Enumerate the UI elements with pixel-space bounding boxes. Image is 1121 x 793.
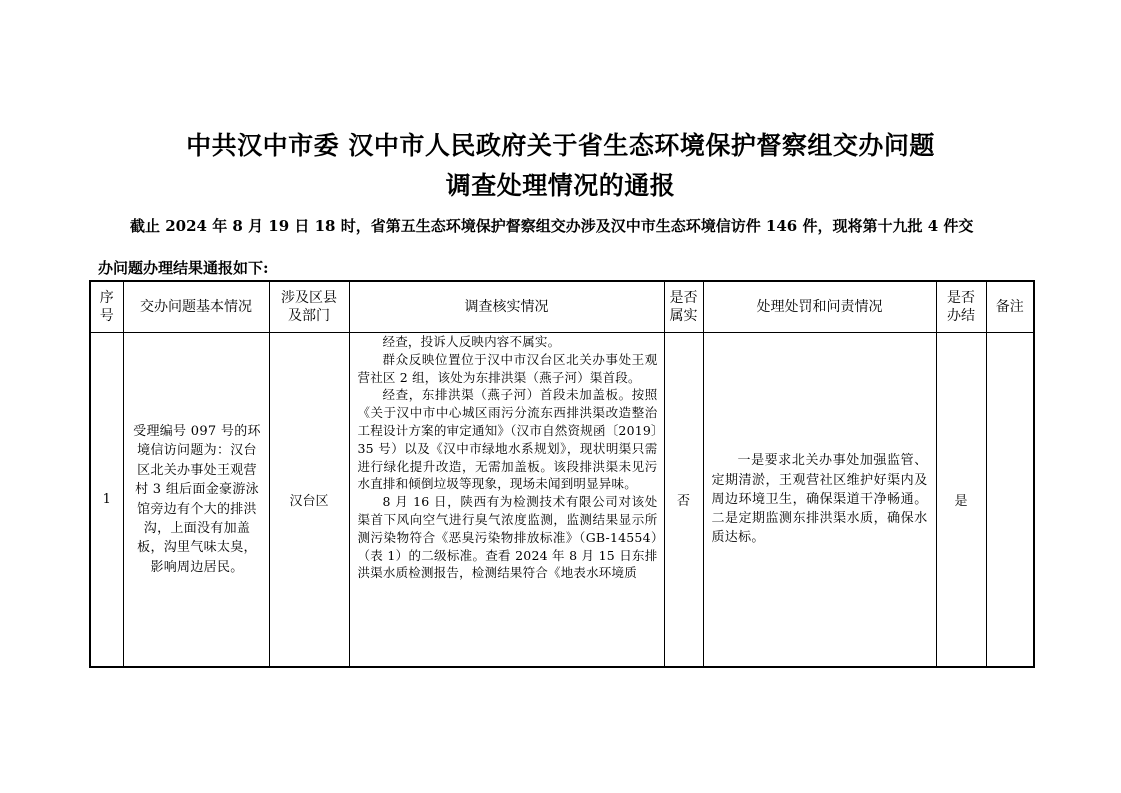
header-basic-info: 交办问题基本情况 [123,281,269,333]
survey-paragraph-2: 群众反映位置位于汉中市汉台区北关办事处王观营社区 2 组，该处为东排洪渠（燕子河）渠首段。 [357,351,658,385]
survey-paragraph-3: 经查，东排洪渠（燕子河）首段未加盖板。按照《关于汉中市中心城区雨污分流东西排洪渠改造整治工程设计方案的审定通知》（汉市自然资规函〔2019〕35 号）以及《汉中市绿地水系规划》，现状明渠只需进行绿化提升改造，无需加盖板。该段排洪渠未见污水直排和倾倒垃圾等现象，现场未闻到明显异味。 [357,387,658,492]
header-no: 序号 [90,281,123,333]
issue-report-table [89,280,1035,668]
row-number: 1 [90,333,123,668]
header-true-or-not: 是否属实 [664,281,703,333]
header-remark: 备注 [986,281,1034,333]
header-punishment: 处理处罚和问责情况 [703,281,936,333]
header-resolved: 是否办结 [936,281,986,333]
punishment-text: 一是要求北关办事处加强监管、定期清淤，王观营社区维护好渠内及周边环境卫生，确保渠道干净畅通。二是定期监测东排洪渠水质，确保水质达标。 [711,453,928,546]
row-basic-info: 受理编号 097 号的环境信访问题为：汉台区北关办事处王观营村 3 组后面金豪游泳馆旁边有个大的排洪沟，上面没有加盖板，沟里气味太臭，影响周边居民。 [123,333,269,668]
survey-paragraph-1: 经查，投诉人反映内容不属实。 [382,334,561,349]
document-title-line2: 调查处理情况的通报 [445,171,676,200]
row-district: 汉台区 [269,333,349,668]
intro-paragraph-line2: 办问题办理结果通报如下: [98,259,269,277]
header-district: 涉及区县及部门 [269,281,349,333]
document-title-line1: 中共汉中市委 汉中市人民政府关于省生态环境保护督察组交办问题 [186,131,935,160]
survey-paragraph-4: 8 月 16 日，陕西有为检测技术有限公司对该处渠首下风向空气进行臭气浓度监测，监测结果显示所测污染物符合《恶臭污染物排放标准》（GB-14554）（表 1）的二级标准。查看 2024 年 8 月 15 日东排洪渠水质检测报告，检测结果符合《地表水环境质 [357,494,658,581]
row-remark [986,333,1034,668]
row-punishment [703,333,936,668]
row-resolved: 是 [936,333,986,668]
intro-paragraph-line1: 截止 2024 年 8 月 19 日 18 时，省第五生态环境保护督察组交办涉及汉中市生态环境信访件 146 件，现将第十九批 4 件交 [130,217,974,235]
row-survey [349,333,664,668]
row-true-or-not: 否 [664,333,703,668]
table-header-row [90,281,1034,333]
table-row [90,333,1034,668]
header-survey: 调查核实情况 [349,281,664,333]
